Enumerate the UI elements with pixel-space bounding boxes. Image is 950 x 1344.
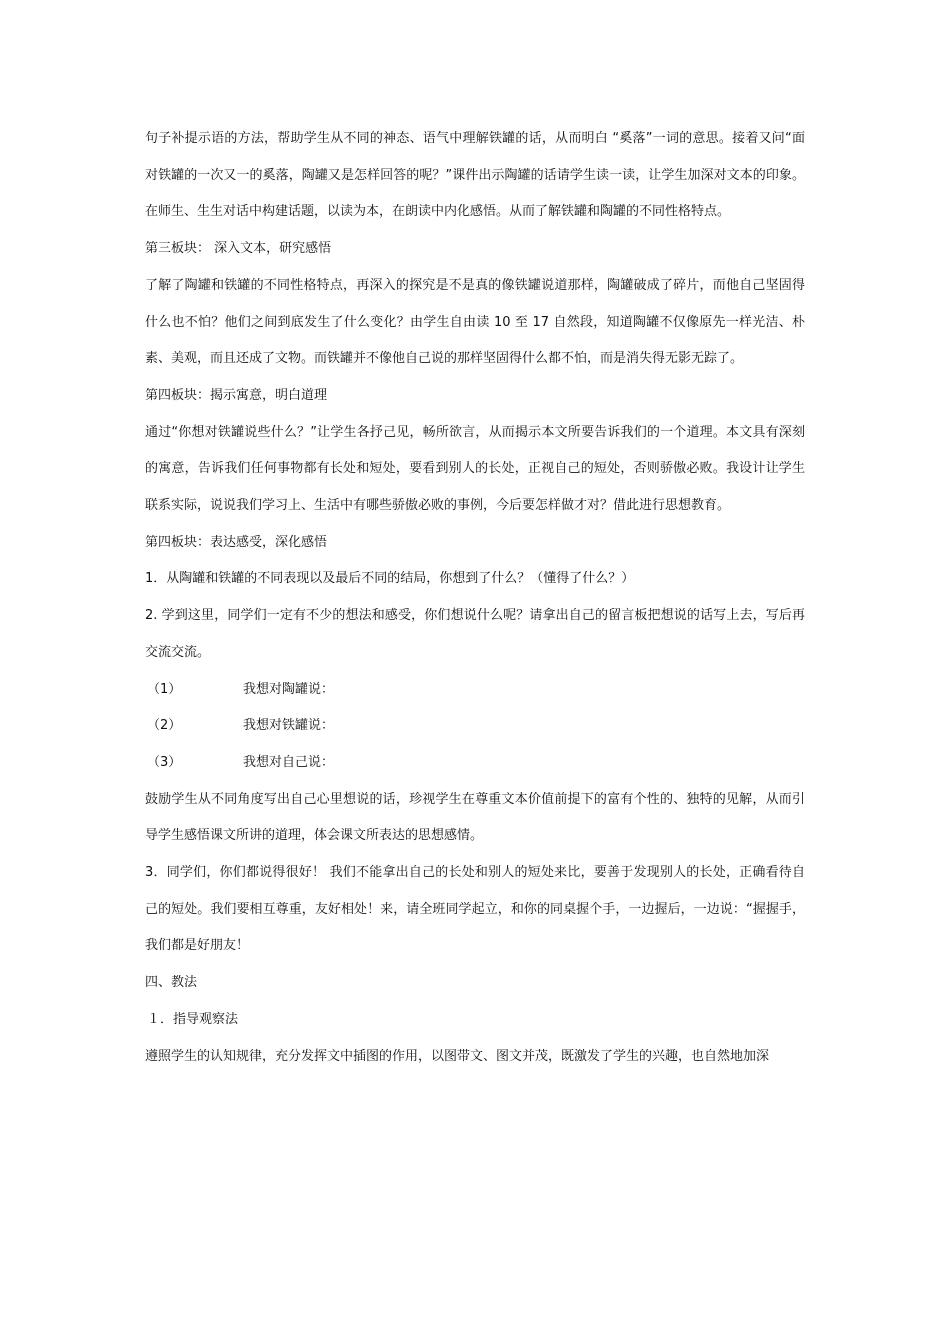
sub-item-number: （2）: [147, 718, 182, 734]
sub-item-2: [145, 708, 805, 745]
sub-item-1: [145, 672, 805, 709]
paragraph-section-3: 了解了陶罐和铁罐的不同性格特点，再深入的探究是不是真的像铁罐说道那样，陶罐破成了碎片，而他自己坚固得什么也不怕？他们之间到底发生了什么变化？由学生自由读 10 至 17 自然段，知道陶罐不仅像原先一样光洁、朴素、美观，而且还成了文物。而铁罐并不像他自己说的那样坚固得什么都不怕，而是消失得无影无踪了。: [145, 277, 805, 367]
section-heading-3: 第三板块： 深入文本，研究感悟: [145, 241, 332, 257]
sub-item-text: 我想对自己说：: [243, 754, 335, 770]
sub-item-text: 我想对铁罐说：: [243, 718, 335, 734]
question-2: 2. 学到这里，同学们一定有不少的想法和感受，你们想说什么呢？请拿出自己的留言板把想说的话写上去，写后再交流交流。: [145, 608, 805, 660]
paragraph-section-4a: 通过“你想对铁罐说些什么？”让学生各抒己见，畅所欲言，从而揭示本文所要告诉我们的一个道理。本文具有深刻的寓意，告诉我们任何事物都有长处和短处，要看到别人的长处，正视自己的短处，否则骄傲必败。我设计让学生联系实际，说说我们学习上、生活中有哪些骄傲必败的事例，今后要怎样做才对？借此进行思想教育。: [145, 424, 805, 514]
document-page: [145, 121, 805, 1075]
paragraph-encourage: 鼓励学生从不同角度写出自己心里想说的话，珍视学生在尊重文本价值前提下的富有个性的、独特的见解，从而引导学生感悟课文所讲的道理，体会课文所表达的思想感情。: [145, 791, 805, 844]
sub-item-number: （1）: [147, 681, 182, 697]
question-1: 1．从陶罐和铁罐的不同表现以及最后不同的结局，你想到了什么？（懂得了什么？）: [145, 571, 635, 587]
section-heading-4a: 第四板块：揭示寓意，明白道理: [145, 387, 328, 403]
section-heading-4b: 第四板块：表达感受，深化感悟: [145, 534, 328, 550]
paragraph-method-1: 遵照学生的认知规律，充分发挥文中插图的作用，以图带文、图文并茂，既激发了学生的兴趣，也自然地加深: [145, 1048, 770, 1064]
sub-item-number: （3）: [147, 754, 182, 770]
method-1-heading: １．指导观察法: [147, 1011, 239, 1027]
sub-item-text: 我想对陶罐说：: [243, 681, 335, 697]
sub-item-3: [145, 745, 805, 782]
question-3: 3．同学们，你们都说得很好！ 我们不能拿出自己的长处和别人的短处来比，要善于发现别人的长处，正确看待自己的短处。我们要相互尊重，友好相处！来，请全班同学起立，和你的同桌握个手，一边握后，一边说：“握握手，我们都是好朋友！: [145, 865, 805, 954]
paragraph-intro: 句子补提示语的方法，帮助学生从不同的神态、语气中理解铁罐的话，从而明白 “奚落”一词的意思。接着又问“面对铁罐的一次又一的奚落，陶罐又是怎样回答的呢？”课件出示陶罐的话请学生读一读，让学生加深对文本的印象。在师生、生生对话中构建话题，以读为本，在朗读中内化感悟。从而了解铁罐和陶罐的不同性格特点。: [145, 131, 805, 220]
section-heading-methods: 四、教法: [145, 975, 198, 991]
